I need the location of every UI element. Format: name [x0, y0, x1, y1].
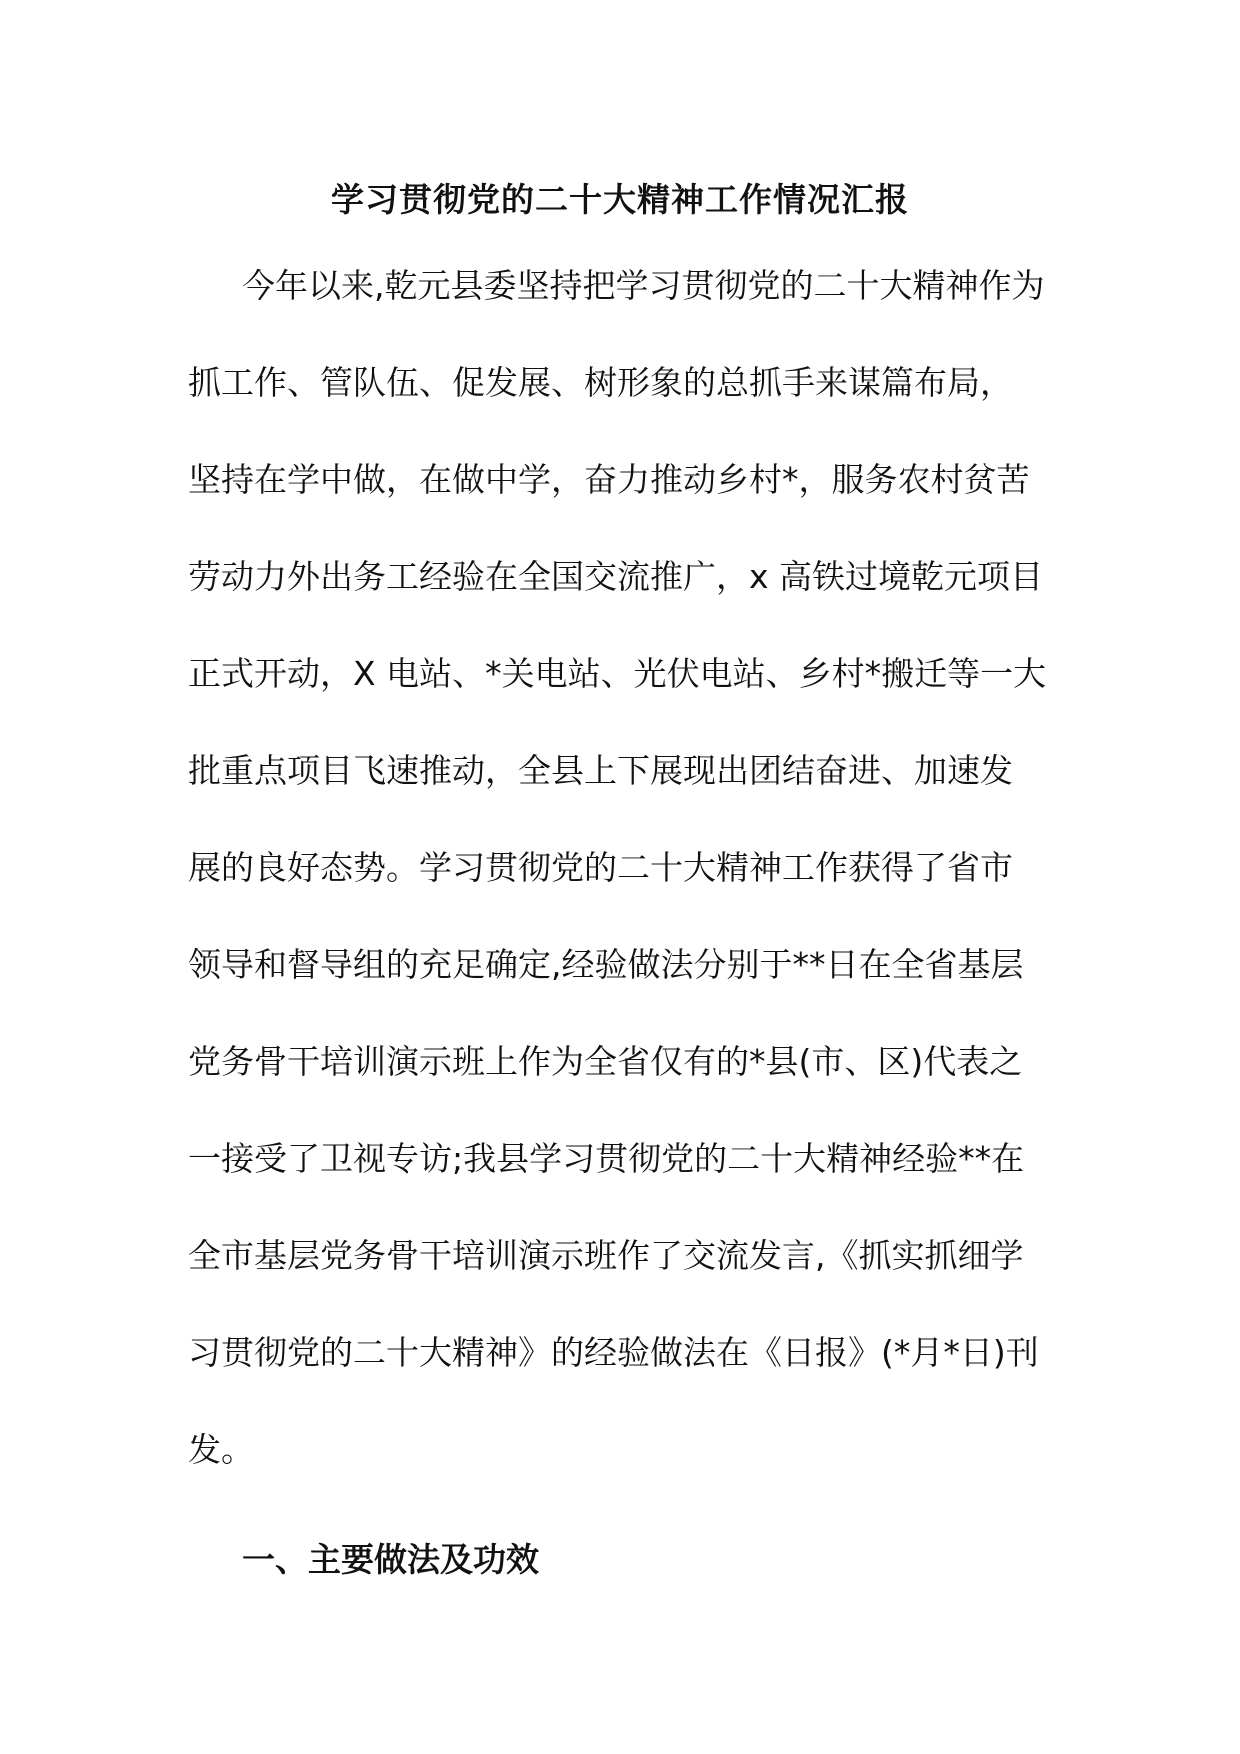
paragraph-line-10: 一接受了卫视专访;我县学习贯彻党的二十大精神经验**在	[188, 1139, 1025, 1178]
paragraph-line-2: 抓工作、管队伍、促发展、树形象的总抓手来谋篇布局，	[188, 363, 1013, 402]
paragraph-line-5: 正式开动，X 电站、*关电站、光伏电站、乡村*搬迁等一大	[188, 654, 1047, 693]
paragraph-line-4: 劳动力外出务工经验在全国交流推广，x 高铁过境乾元项目	[188, 557, 1044, 596]
paragraph-line-6: 批重点项目飞速推动，全县上下展现出团结奋进、加速发	[188, 751, 1013, 790]
paragraph-line-3: 坚持在学中做，在做中学，奋力推动乡村*，服务农村贫苦	[188, 460, 1030, 499]
paragraph-line-7: 展的良好态势。学习贯彻党的二十大精神工作获得了省市	[188, 848, 1013, 887]
paragraph-line-1: 今年以来,乾元县委坚持把学习贯彻党的二十大精神作为	[242, 266, 1045, 305]
section-heading: 一、主要做法及功效	[242, 1540, 539, 1579]
paragraph-line-8: 领导和督导组的充足确定,经验做法分别于**日在全省基层	[188, 945, 1024, 984]
paragraph-line-12: 习贯彻党的二十大精神》的经验做法在《日报》(*月*日)刊	[188, 1333, 1039, 1372]
paragraph-line-13: 发。	[188, 1430, 254, 1469]
document-title: 学习贯彻党的二十大精神工作情况汇报	[331, 180, 909, 219]
paragraph-line-9: 党务骨干培训演示班上作为全省仅有的*县(市、区)代表之	[188, 1042, 1023, 1081]
paragraph-line-11: 全市基层党务骨干培训演示班作了交流发言,《抓实抓细学	[188, 1236, 1024, 1275]
